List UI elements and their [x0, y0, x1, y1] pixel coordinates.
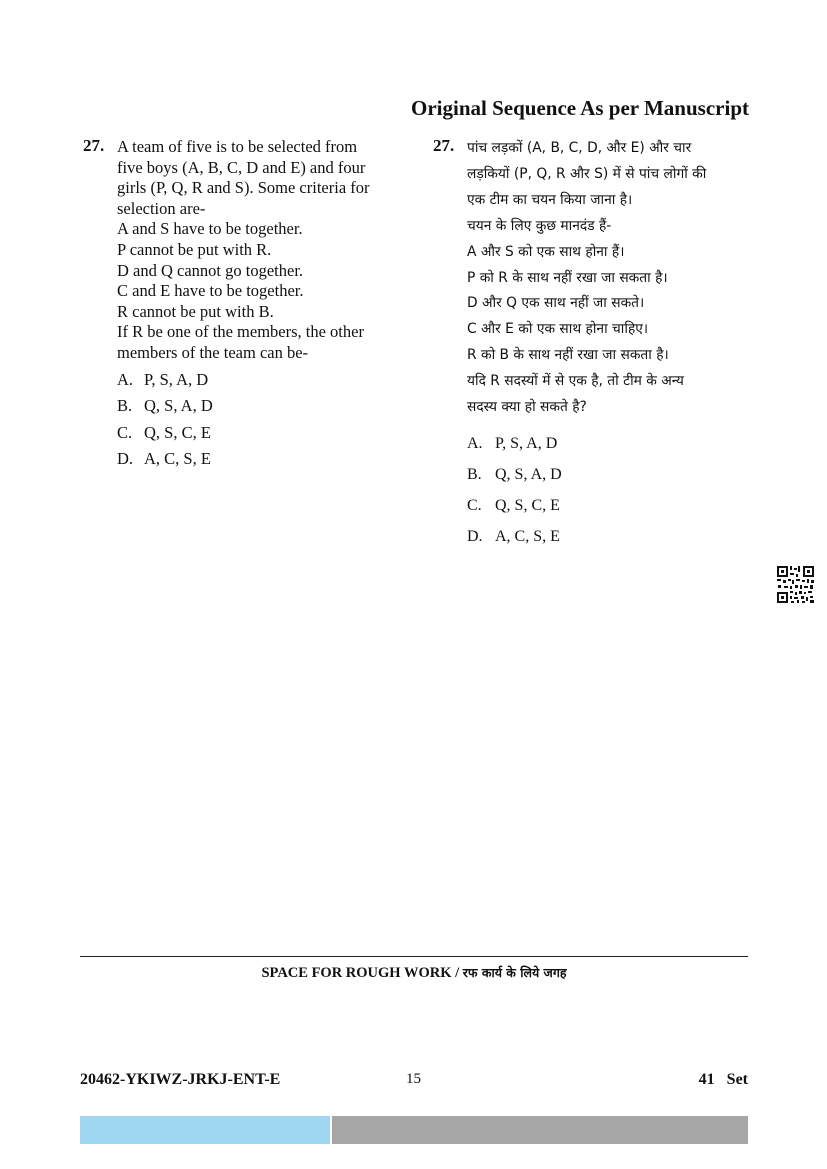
option-text: Q, S, A, D [144, 396, 213, 416]
option-d [117, 449, 407, 476]
option-letter: C. [117, 422, 133, 442]
footer-bar-gray [332, 1116, 748, 1144]
question-line: A और S को एक साथ होना हैं। [467, 243, 625, 260]
english-question [117, 137, 407, 476]
rough-work-hindi: रफ कार्य के लिये जगह [462, 965, 567, 980]
question-line: एक टीम का चयन किया जाना है। [467, 191, 633, 208]
set-label [699, 1071, 748, 1089]
question-line: चयन के लिए कुछ मानदंड हैं- [467, 217, 612, 234]
question-line: C और E को एक साथ होना चाहिए। [467, 321, 649, 338]
option-letter: A. [117, 369, 134, 389]
option-letter: A. [467, 434, 483, 452]
option-a [467, 431, 757, 462]
question-line: पांच लड़कों (A, B, C, D, और E) और चार [467, 140, 692, 156]
question-line: सदस्य क्या हो सकते है? [467, 399, 587, 416]
hindi-question-number: 27. [433, 136, 455, 155]
option-letter: D. [467, 527, 483, 545]
option-text: A, C, S, E [144, 449, 211, 469]
question-line: D और Q एक साथ नहीं जा सकते। [467, 295, 645, 312]
option-d [467, 524, 757, 555]
option-letter: D. [117, 449, 134, 469]
paper-code: 20462-YKIWZ-JRKJ-ENT-E [80, 1071, 281, 1088]
question-line: girls (P, Q, R and S). Some criteria for [117, 178, 370, 198]
option-c [467, 493, 757, 524]
set-text: Set [726, 1071, 748, 1088]
rough-work-divider [80, 956, 748, 957]
question-line: R को B के साथ नहीं रखा जा सकता है। [467, 347, 669, 364]
question-line: five boys (A, B, C, D and E) and four [117, 157, 366, 177]
option-letter: B. [117, 396, 133, 416]
english-question-number: 27. [83, 136, 105, 155]
question-line: A and S have to be together. [117, 219, 303, 239]
footer-bar-blue [80, 1116, 330, 1144]
question-line: P cannot be put with R. [117, 239, 272, 259]
option-text: A, C, S, E [495, 527, 560, 545]
page-title: Original Sequence As per Manuscript [411, 96, 749, 120]
question-line: D and Q cannot go together. [117, 260, 304, 280]
option-c [117, 423, 407, 450]
page-number: 15 [406, 1071, 421, 1087]
option-text: Q, S, C, E [495, 496, 560, 514]
option-a [117, 370, 407, 397]
option-letter: B. [467, 465, 482, 483]
question-line: लड़कियों (P, Q, R और S) में से पांच लोगों की [467, 165, 707, 182]
option-text: Q, S, A, D [495, 465, 562, 483]
question-line: members of the team can be- [117, 342, 309, 362]
option-letter: C. [467, 496, 482, 514]
question-line: यदि R सदस्यों में से एक है, तो टीम के अन्य [467, 373, 684, 390]
question-line: C and E have to be together. [117, 281, 304, 301]
option-text: P, S, A, D [495, 434, 558, 452]
question-line: If R be one of the members, the other [117, 322, 364, 342]
english-options [117, 370, 407, 476]
hindi-options [467, 431, 757, 555]
rough-work-label [80, 964, 748, 982]
option-b [117, 396, 407, 423]
question-line: R cannot be put with B. [117, 301, 274, 321]
option-text: P, S, A, D [144, 369, 209, 389]
option-b [467, 462, 757, 493]
qr-code-icon [776, 565, 815, 604]
rough-work-english: SPACE FOR ROUGH WORK / [261, 965, 460, 981]
set-number: 41 [698, 1071, 715, 1088]
question-line: selection are- [117, 198, 206, 218]
option-text: Q, S, C, E [144, 422, 211, 442]
question-line: A team of five is to be selected from [117, 137, 358, 156]
hindi-question [467, 136, 757, 555]
question-line: P को R के साथ नहीं रखा जा सकता है। [467, 269, 668, 286]
